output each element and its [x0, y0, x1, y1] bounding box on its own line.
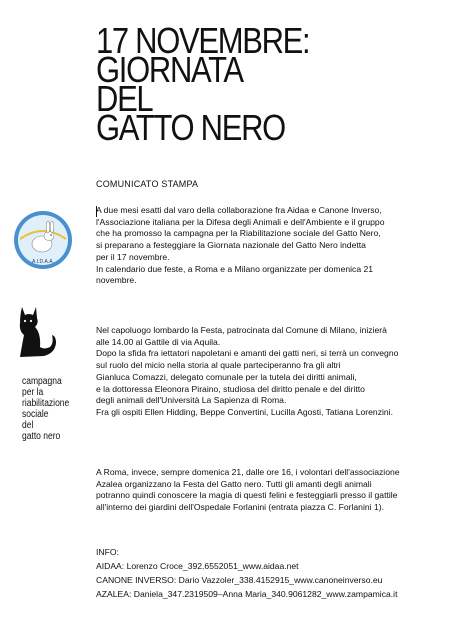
- text-line: degli animali dell'Università La Sapienza di Roma.: [96, 395, 287, 406]
- text-line: Dopo la sfida fra iettatori napoletani e amanti dei gatti neri, si terrà un convegno: [96, 348, 399, 359]
- campaign-label: [22, 376, 69, 442]
- info-azalea: AZALEA: Daniela_347.2319509–Anna Maria_340.9061282_www.zampamica.it: [96, 589, 398, 599]
- info-section: [96, 545, 397, 601]
- campaign-line-6: gatto nero: [22, 431, 61, 442]
- text-line: A Roma, invece, sempre domenica 21, dalle ore 16, i volontari dell'associazione: [96, 467, 400, 477]
- text-line: In calendario due feste, a Roma e a Milano organizzate per domenica 21: [96, 263, 374, 274]
- title-line-3: DEL: [96, 78, 153, 119]
- text-line: novembre.: [96, 275, 137, 286]
- text-line: Fra gli ospiti Ellen Hidding, Beppe Convertini, Lucilla Agosti, Tatiana Lorenzini.: [96, 406, 393, 417]
- black-cat-icon: [14, 303, 58, 359]
- text-line: Nel capoluogo lombardo la Festa, patrocinata dal Comune di Milano, inizierà: [96, 325, 387, 335]
- text-line: all'interno dei giardini dell'Ospedale Forlanini (entrata piazza C. Forlanini 1).: [96, 502, 384, 513]
- paragraph-roma: [96, 467, 456, 514]
- paragraph-intro: [96, 205, 456, 287]
- page-title: [96, 20, 310, 148]
- title-line-2: GIORNATA: [96, 49, 243, 90]
- campaign-line-4: sociale: [22, 409, 49, 420]
- text-line: sul ruolo del micio nella storia al quale parteciperanno fra gli altri: [96, 360, 341, 371]
- text-line: potranno quindi conoscere la magia di questi felini e festeggiarli presso il gattile: [96, 490, 398, 501]
- title-line-1: 17 NOVEMBRE:: [96, 20, 310, 61]
- aidaa-logo-text: A.I.D.A.A.: [32, 259, 54, 265]
- text-line: alle 14.00 al Gattile di via Aquila.: [96, 336, 221, 347]
- text-line: Azalea organizzano la Festa del Gatto nero. Tutti gli amanti degli animali: [96, 478, 372, 489]
- text-line: A due mesi esatti dal varo della collaborazione fra Aidaa e Canone Inverso,: [96, 205, 382, 215]
- paragraph-milano: [96, 325, 456, 419]
- aidaa-logo: [12, 209, 74, 271]
- info-canone-inverso: CANONE INVERSO: Dario Vazzoler_338.4152915_www.canoneinverso.eu: [96, 575, 383, 585]
- text-line: per il 17 novembre.: [96, 251, 170, 262]
- text-line: e la dottoressa Eleonora Piraino, studiosa del diritto penale e del diritto: [96, 383, 365, 394]
- text-line: che ha promosso la campagna per la Riabilitazione sociale del Gatto Nero,: [96, 228, 381, 239]
- campaign-line-2: per la: [22, 387, 44, 398]
- text-line: l'Associazione italiana per la Difesa degli Animali e dell'Ambiente e il gruppo: [96, 216, 385, 227]
- campaign-line-5: del: [22, 420, 34, 431]
- press-release-label: COMUNICATO STAMPA: [96, 179, 199, 189]
- info-heading: INFO:: [96, 547, 119, 557]
- campaign-line-1: campagna: [22, 376, 62, 387]
- title-line-4: GATTO NERO: [96, 107, 285, 148]
- campaign-line-3: riabilitazione: [22, 398, 70, 409]
- text-line: si preparano a festeggiare la Giornata nazionale del Gatto Nero indetta: [96, 240, 366, 251]
- info-aidaa: AIDAA: Lorenzo Croce_392.6552051_www.aidaa.net: [96, 561, 299, 571]
- text-line: Gianluca Comazzi, delegato comunale per la tutela dei diritti animali,: [96, 371, 357, 382]
